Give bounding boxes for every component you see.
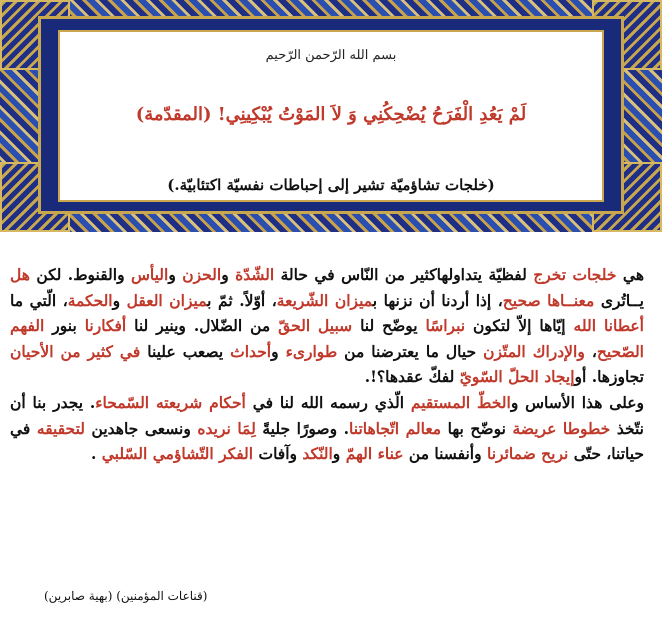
text-segment: و — [332, 444, 346, 464]
text-segment: ، الّتي ما — [10, 290, 68, 310]
highlighted-phrase: الحكمة — [67, 290, 113, 310]
text-segment: هي — [616, 265, 644, 284]
text-segment: في حياتنا، حتّى — [10, 418, 644, 464]
highlighted-phrase: نريح ضمائرنا — [486, 444, 569, 464]
highlighted-phrase: ميزان الشّريعة — [276, 290, 373, 310]
text-segment: يتداولها — [436, 265, 483, 284]
paragraph-2 — [10, 390, 644, 467]
text-segment: ونسعى جاهدين — [84, 418, 198, 438]
text-segment: ، إذا أردنا أن نزنها ب — [372, 290, 503, 310]
text-segment: كثير من النّاس في حالة — [274, 265, 437, 284]
text-segment: والقنوط. لكن — [29, 265, 131, 284]
highlighted-phrase: معنــاها صحيح — [502, 290, 595, 310]
article-body — [10, 262, 644, 467]
highlighted-phrase: لِمَا نريده — [197, 418, 256, 438]
basmala: بسم الله الرّحمن الرّحيم — [265, 48, 397, 63]
text-segment: وآفات — [253, 444, 303, 464]
text-segment: و — [271, 341, 286, 361]
highlighted-phrase: الحزن — [182, 265, 222, 284]
subtitle: (خلجات تشاؤميّة تشير إلى إحباطات نفسيّة اكتئابيّة.) — [167, 176, 495, 194]
text-segment: الّذي رسمه الله لنا في — [245, 392, 411, 412]
page-title: لَمْ يَعُدِ الْفَرَحُ يُضْحِكُنِي وَ لاَ المَوْتُ يُبْكِينِي! (المقدّمة) — [135, 104, 527, 125]
highlighted-phrase: أعطانا الله — [573, 316, 644, 336]
text-segment: يــاتُرى — [594, 290, 644, 310]
paragraph-1 — [10, 262, 644, 390]
highlighted-phrase: في كثير من الأحيان — [10, 341, 141, 361]
highlighted-phrase: الفكر التّشاؤمي السّلبي — [101, 444, 254, 464]
text-segment: و — [221, 265, 236, 284]
text-segment: حيال ما يعترضنا من — [337, 341, 484, 361]
text-segment: و — [112, 290, 127, 310]
text-segment: تجاوزها. أو — [574, 367, 644, 387]
highlighted-phrase: الشّدّة — [235, 265, 275, 284]
highlighted-phrase: خلجات تخرج — [533, 265, 617, 284]
highlighted-phrase: خطوطا عريضة — [512, 418, 611, 438]
highlighted-phrase: معالم اتّجاهاتنا — [349, 418, 442, 438]
text-segment: بنور — [44, 316, 85, 336]
text-segment: نوضّح بها — [441, 418, 513, 438]
text-segment: لفظيّة — [482, 265, 534, 284]
source-citation: (قناعات المؤمنين) (بهية صابرين) — [44, 589, 208, 603]
highlighted-phrase: إيجاد الحلّ السّويّ — [459, 367, 575, 387]
text-segment: . يجدر بنا أن نتّخذ — [10, 392, 644, 438]
highlighted-phrase: هل — [10, 265, 30, 284]
highlighted-phrase: الفهم الصّحيح — [10, 316, 644, 361]
text-segment: لفكّ عقدها؟!. — [364, 367, 460, 387]
highlighted-phrase: عناء الهمّ — [345, 444, 404, 464]
highlighted-phrase: الخطّ المستقيم — [410, 392, 511, 412]
text-segment: وعلى هذا الأساس و — [510, 392, 644, 412]
highlighted-phrase: أحكام شريعته السّمحاء — [95, 392, 246, 412]
highlighted-phrase: النّكد — [302, 444, 333, 464]
text-segment: يوضّح لنا — [352, 316, 426, 336]
text-segment: من الضّلال. وينير لنا — [126, 316, 279, 336]
text-segment: إيّاها إلاّ لتكون — [465, 316, 574, 336]
text-segment: . — [90, 444, 102, 464]
text-segment: يصعب علينا — [140, 341, 231, 361]
text-segment: وأنفسنا من — [403, 444, 487, 464]
highlighted-phrase: اليأس — [130, 265, 169, 284]
highlighted-phrase: سبيل الحقّ — [278, 316, 353, 336]
text-segment: . وصورًا جليةً — [255, 418, 350, 438]
highlighted-phrase: لتحقيقه — [36, 418, 85, 438]
highlighted-phrase: ميزان العقل — [126, 290, 208, 310]
highlighted-phrase: نبراسًا — [425, 316, 466, 336]
highlighted-phrase: طوارىء — [285, 341, 338, 361]
text-segment: ، أوّلاً. ثمّ ب — [207, 290, 277, 310]
highlighted-phrase: أحداث — [230, 341, 272, 361]
text-segment: ، — [584, 341, 597, 361]
text-segment: و — [168, 265, 183, 284]
highlighted-phrase: والإدراك المتّزن — [483, 341, 585, 361]
highlighted-phrase: أفكارنا — [84, 316, 127, 336]
